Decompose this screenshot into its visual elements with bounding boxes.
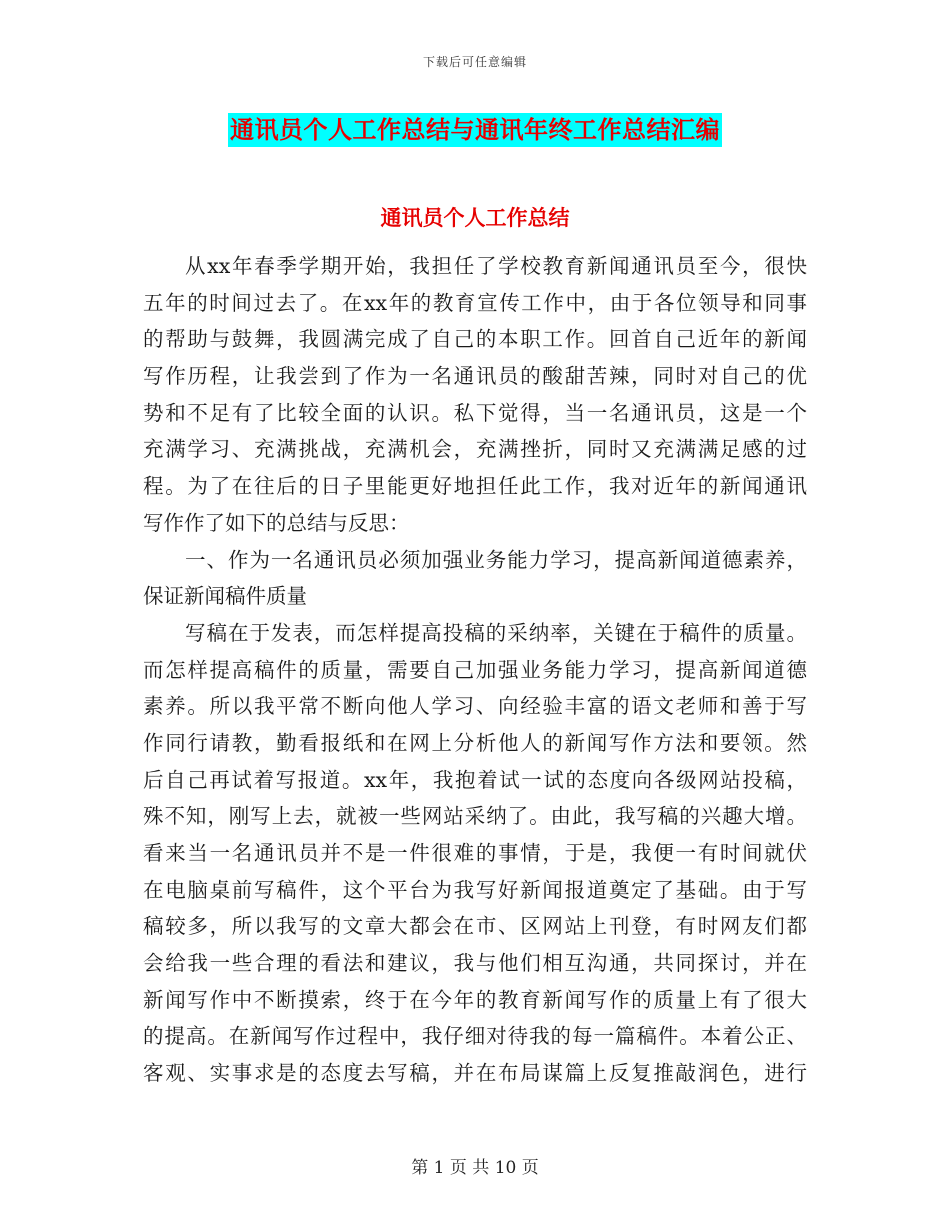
document-title-wrapper xyxy=(0,113,950,147)
paragraph-line: 从xx年春季学期开始，我担任了学校教育新闻通讯员至今，很快 xyxy=(185,254,807,278)
page-number-footer: 第 1 页 共 10 页 xyxy=(411,1158,539,1178)
paragraph-line: 充满学习、充满挑战，充满机会，充满挫折，同时又充满满足感的过 xyxy=(143,437,807,462)
paragraph-line: 客观、实事求是的态度去写稿，并在布局谋篇上反复推敲润色，进行 xyxy=(143,1061,807,1086)
document-body xyxy=(143,248,807,1092)
paragraph-line: 的帮助与鼓舞，我圆满完成了自己的本职工作。回首自己近年的新闻 xyxy=(143,327,807,352)
paragraph-line: 写作历程，让我尝到了作为一名通讯员的酸甜苦辣，同时对自己的优 xyxy=(143,364,807,389)
page-header-note: 下载后可任意编辑 xyxy=(422,55,527,69)
heading-line: 一、作为一名通讯员必须加强业务能力学习，提高新闻道德素养， xyxy=(185,547,807,572)
paragraph-line: 会给我一些合理的看法和建议，我与他们相互沟通，共同探讨，并在 xyxy=(143,951,807,976)
paragraph-line: 写作作了如下的总结与反思： xyxy=(143,510,410,535)
paragraph-line: 新闻写作中不断摸索，终于在今年的教育新闻写作的质量上有了很大 xyxy=(143,987,807,1012)
document-title: 通讯员个人工作总结与通讯年终工作总结汇编 xyxy=(228,113,722,147)
paragraph-line: 在电脑桌前写稿件，这个平台为我写好新闻报道奠定了基础。由于写 xyxy=(143,877,807,902)
paragraph-line: 素养。所以我平常不断向他人学习、向经验丰富的语文老师和善于写 xyxy=(143,694,807,719)
paragraph-line: 殊不知，刚写上去，就被一些网站采纳了。由此，我写稿的兴趣大增。 xyxy=(143,804,807,829)
paragraph-line: 稿较多，所以我写的文章大都会在市、区网站上刊登，有时网友们都 xyxy=(143,914,807,939)
paragraph-line: 的提高。在新闻写作过程中，我仔细对待我的每一篇稿件。本着公正、 xyxy=(143,1024,807,1049)
paragraph-line: 势和不足有了比较全面的认识。私下觉得，当一名通讯员，这是一个 xyxy=(143,400,807,425)
paragraph-line: 而怎样提高稿件的质量，需要自己加强业务能力学习，提高新闻道德 xyxy=(143,657,807,682)
paragraph-line: 五年的时间过去了。在xx年的教育宣传工作中，由于各位领导和同事 xyxy=(143,290,807,315)
section-title: 通讯员个人工作总结 xyxy=(380,205,570,230)
paragraph-line: 看来当一名通讯员并不是一件很难的事情，于是，我便一有时间就伏 xyxy=(143,841,807,865)
paragraph-line: 后自己再试着写报道。xx年，我抱着试一试的态度向各级网站投稿， xyxy=(143,767,807,792)
paragraph-line: 写稿在于发表，而怎样提高投稿的采纳率，关键在于稿件的质量。 xyxy=(185,620,807,645)
paragraph-line: 程。为了在往后的日子里能更好地担任此工作，我对近年的新闻通讯 xyxy=(143,474,807,499)
paragraph-line: 作同行请教，勤看报纸和在网上分析他人的新闻写作方法和要领。然 xyxy=(143,730,807,755)
heading-line: 保证新闻稿件质量 xyxy=(143,584,307,609)
